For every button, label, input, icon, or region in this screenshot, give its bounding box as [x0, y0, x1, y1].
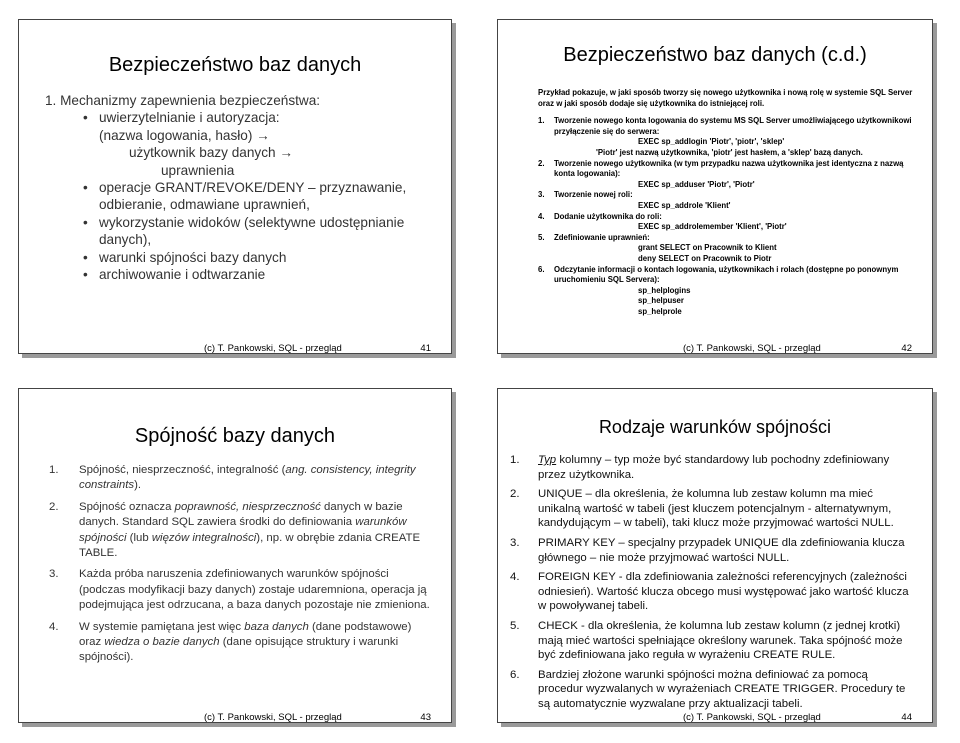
text-segment: (lub — [126, 531, 152, 544]
list-item-text: uwierzytelnianie i autoryzacja: — [99, 110, 280, 126]
list-item — [538, 265, 918, 318]
item-text — [538, 537, 905, 564]
list-item-text: wykorzystanie widoków (selektywne udostępnianie — [99, 214, 405, 230]
footer-credit: (c) T. Pankowski, SQL - przegląd — [204, 343, 342, 354]
item-text: Tworzenie nowego użytkownika (w tym przypadku nazwa użytkownika jest identyczna z nazwą konta logowania): — [554, 158, 904, 179]
slide-body — [538, 88, 918, 317]
list-item — [41, 109, 441, 126]
slide-body — [49, 463, 433, 672]
list-item-text: danych), — [99, 232, 152, 248]
item-number: 5. — [538, 232, 545, 242]
item-number: 6. — [510, 668, 520, 681]
item-number: 1. — [510, 454, 520, 466]
slide-41 — [18, 19, 452, 354]
item-text: Tworzenie nowego konta logowania do systemu MS SQL Server umożliwiającego użytkownikowi przyłączenie się do serwera: — [554, 116, 912, 136]
list-item — [510, 453, 914, 482]
emphasis-text: ang. consistency, integrity constraints — [79, 464, 416, 492]
list-heading: 1. Mechanizmy zapewnienia bezpieczeństwa: — [45, 93, 321, 108]
page-number: 42 — [901, 343, 912, 354]
code-line: EXEC sp_addlogin 'Piotr', 'piotr', 'sklep' — [638, 137, 785, 147]
page-number: 44 — [901, 712, 912, 723]
list-item-text: uprawnienia — [161, 162, 235, 178]
text-segment: (dane podstawowe) oraz — [79, 620, 412, 649]
text-segment: PRIMARY KEY – specjalny przypadek UNIQUE dla zdefiniowania klucza głównego – nie może przyjmować wartości NULL. — [538, 536, 905, 564]
emphasis-text: warunków spójności — [79, 516, 407, 544]
item-text: Odczytanie informacji o kontach logowania, użytkownikach i rolach (dostępne po ponownym uruchomieniu SQL Servera): — [554, 264, 899, 285]
list-item — [510, 570, 914, 614]
item-text — [538, 669, 905, 710]
item-number: 1. — [538, 116, 545, 126]
list-item — [41, 214, 441, 231]
text-segment: ), np. w obrębie zdania CREATE TABLE. — [79, 531, 421, 560]
item-number: 2. — [538, 158, 545, 168]
slide-title: Spójność bazy danych — [134, 425, 336, 447]
item-number: 3. — [49, 568, 59, 581]
footer-credit: (c) T. Pankowski, SQL - przegląd — [683, 343, 821, 354]
code-line: EXEC sp_addrolemember 'Klient', 'Piotr' — [638, 222, 787, 232]
item-number: 2. — [510, 488, 520, 501]
text-segment: W systemie pamiętana jest więc — [79, 620, 245, 633]
list-item — [49, 567, 433, 613]
slide-43 — [18, 388, 452, 723]
item-number: 5. — [510, 619, 520, 632]
list-item-text: operacje GRANT/REVOKE/DENY – przyznawanie, — [99, 180, 407, 196]
text-segment: Bardziej złożone warunki spójności można definiować za pomocą procedur wyzwalanych w wyrażeniach CREATE TRIGGER. Procedury te są automatycznie wyzwalane przy aktualizacji tabeli. — [538, 668, 906, 710]
item-text: Tworzenie nowej roli: — [554, 190, 633, 200]
list-item — [538, 212, 918, 233]
list-item — [538, 233, 918, 265]
item-text: Dodanie użytkownika do roli: — [554, 211, 662, 221]
text-segment: Spójność oznacza — [79, 500, 175, 513]
text-segment: UNIQUE – dla określenia, że kolumna lub zestaw kolumn ma mieć unikalną wartość w tabeli (jest kluczem potencjalnym - alternatywnym, kandydującym – w tabeli), taki klucz może przyjmować wartości NULL. — [538, 488, 894, 530]
slide-42 — [497, 19, 933, 354]
list-item-text: warunki spójności bazy danych — [99, 249, 287, 265]
item-number: 4. — [510, 571, 520, 584]
code-line: EXEC sp_addrole 'Klient' — [638, 200, 731, 210]
emphasis-text: więzów integralności — [151, 531, 257, 544]
item-number: 6. — [538, 264, 545, 274]
list-item-text: (nazwa logowania, hasło) → — [99, 127, 270, 143]
item-number: 2. — [49, 500, 59, 513]
item-number: 4. — [538, 211, 545, 221]
list-item-text: użytkownik bazy danych → — [129, 145, 293, 161]
list-item — [49, 620, 433, 666]
item-text: Zdefiniowanie uprawnień: — [554, 232, 650, 242]
emphasis-text: poprawność, niesprzeczność — [174, 500, 321, 513]
code-line: sp_helplogins — [638, 285, 691, 295]
code-line: 'Piotr' jest nazwą użytkownika, 'piotr' jest hasłem, a 'sklep' bazą danych. — [596, 147, 863, 157]
slide-body — [510, 453, 914, 717]
list-item — [41, 249, 441, 266]
page-number: 43 — [420, 712, 431, 723]
list-item — [49, 500, 433, 562]
emphasis-text: baza danych — [244, 620, 309, 633]
footer-credit: (c) T. Pankowski, SQL - przegląd — [204, 712, 342, 723]
item-number: 3. — [538, 190, 545, 200]
code-line: deny SELECT on Pracownik to Piotr — [638, 253, 772, 263]
list-item-text: odbieranie, odmawiane uprawnień, — [99, 197, 310, 213]
text-segment: FOREIGN KEY - dla zdefiniowania zależności referencyjnych (zależności odniesień). Wartość klucza obcego musi występować jako wartość klucza w powoływanej tabeli. — [538, 571, 909, 613]
list-item — [538, 116, 918, 158]
text-segment: danych w bazie danych. Standard SQL zawiera środki do definiowania — [79, 500, 403, 529]
list-item — [41, 127, 441, 144]
item-number: 1. — [49, 464, 59, 476]
list-item — [41, 179, 441, 196]
page-number: 41 — [420, 343, 431, 354]
text-segment: kolumny – typ może być standardowy lub pochodny zdefiniowany przez użytkownika. — [538, 454, 890, 481]
list-item — [41, 144, 441, 161]
list-item — [41, 266, 441, 283]
list-item — [510, 536, 914, 565]
slide-body — [41, 92, 441, 283]
item-text — [79, 501, 420, 559]
list-item — [49, 463, 433, 494]
bullet-marker: • — [83, 110, 88, 126]
item-text — [79, 464, 416, 491]
item-number: 4. — [49, 620, 59, 633]
slide-title: Bezpieczeństwo baz danych (c.d.) — [563, 44, 867, 66]
item-text — [79, 621, 411, 664]
slide-44 — [497, 388, 933, 723]
code-line: grant SELECT on Pracownik to Klient — [638, 243, 777, 253]
emphasis-text: wiedza o bazie danych — [104, 636, 220, 649]
intro-paragraph: Przykład pokazuje, w jaki sposób tworzy się nowego użytkownika i nową rolę w systemie SQL Server oraz w jaki sposób dodaje się użytkownika do istniejącej roli. — [538, 88, 913, 108]
list-item — [538, 159, 918, 191]
text-segment: ). — [134, 479, 142, 492]
list-item — [510, 487, 914, 531]
list-item — [510, 668, 914, 712]
list-item — [41, 196, 441, 213]
item-text — [538, 571, 909, 612]
code-line: sp_helprole — [638, 306, 682, 316]
item-text — [538, 620, 902, 661]
list-item — [510, 619, 914, 663]
bullet-marker: • — [83, 267, 88, 283]
bullet-marker: • — [83, 249, 88, 265]
list-item — [41, 231, 441, 248]
bullet-marker: • — [83, 180, 88, 196]
text-segment: CHECK - dla określenia, że kolumna lub zestaw kolumn (z jednej krotki) mają mieć wartości spełniające określony warunek. Taka spójność może być zdefiniowana jako reguła w wyrażeniu CREATE RULE. — [538, 619, 903, 662]
item-text — [538, 454, 889, 481]
slide-title: Rodzaje warunków spójności — [598, 417, 832, 437]
item-text — [538, 488, 894, 529]
bullet-marker: • — [83, 214, 88, 230]
text-segment: (dane opisujące struktury i warunki spójności). — [79, 636, 399, 664]
emphasis-text: Typ — [538, 454, 557, 466]
text-segment: Każda próba naruszenia zdefiniowanych warunków spójności (podczas modyfikacji bazy danych) zostaje udaremniona, operacja ją podejmująca jest odrzucana, a baza danych pozostaje nie zmieniona. — [79, 568, 430, 612]
slide-title: Bezpieczeństwo baz danych — [108, 54, 362, 76]
footer-credit: (c) T. Pankowski, SQL - przegląd — [683, 712, 821, 723]
list-item — [538, 190, 918, 211]
list-item — [41, 162, 441, 179]
code-line: sp_helpuser — [638, 296, 684, 306]
item-number: 3. — [510, 536, 520, 549]
item-text — [79, 568, 430, 611]
list-item-text: archiwowanie i odtwarzanie — [99, 267, 266, 283]
code-line: EXEC sp_adduser 'Piotr', 'Piotr' — [638, 179, 755, 189]
text-segment: Spójność, niesprzeczność, integralność ( — [79, 464, 286, 476]
